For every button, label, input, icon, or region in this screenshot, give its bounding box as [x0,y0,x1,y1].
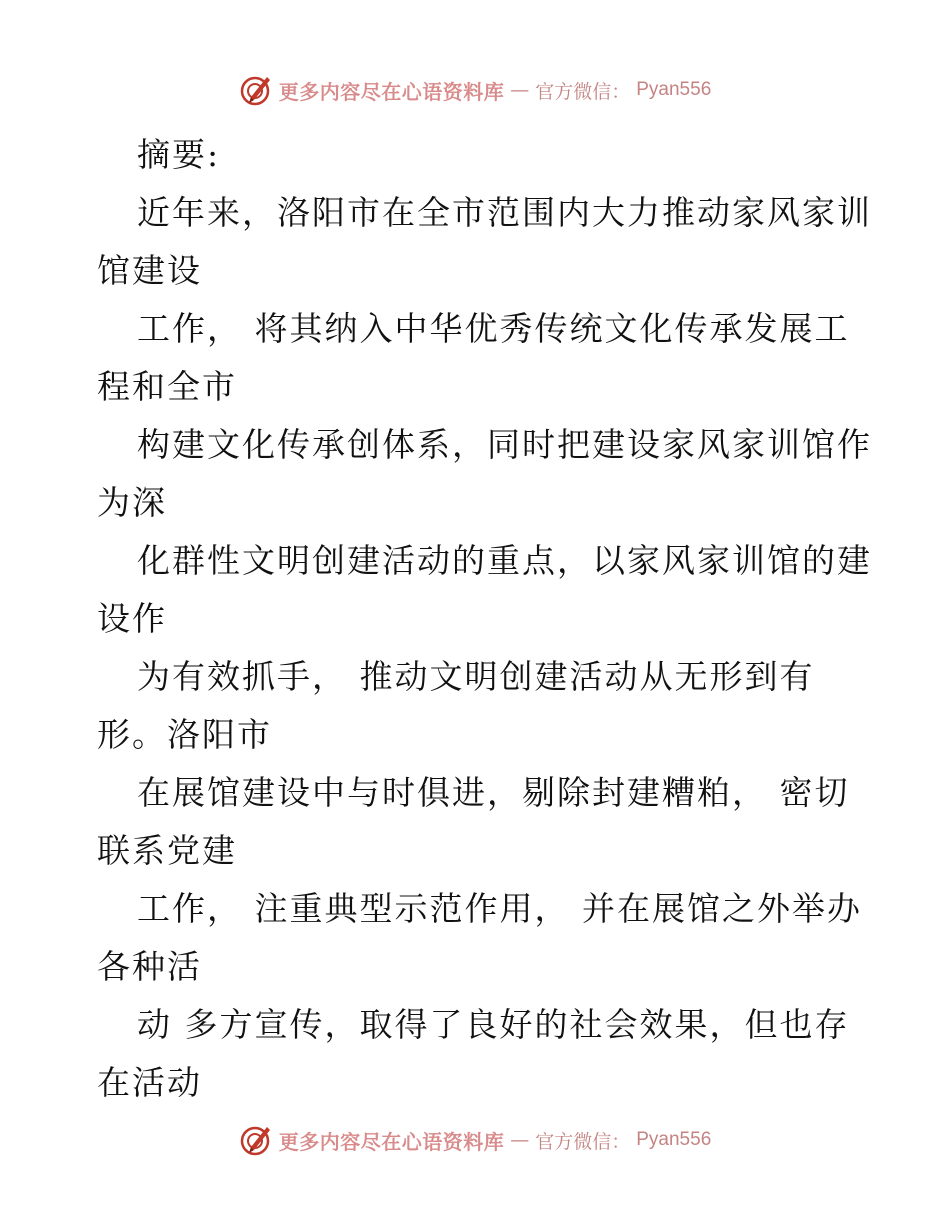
text-line: 近年来，洛阳市在全市范围内大力推动家风家训 [137,193,872,232]
watermark-separator: — [510,79,530,101]
text-line: 各种活 [97,947,202,986]
footer-watermark-banner [0,1120,950,1160]
header-watermark-banner [0,70,950,110]
watermark-wechat-label: 官方微信： [535,1130,631,1153]
text-line: 联系党建 [97,831,237,870]
watermark-separator: — [510,1129,530,1151]
text-line: 为深 [97,483,167,522]
text-line: 工作， 将其纳入中华优秀传统文化传承发展工 [137,309,850,348]
text-line: 工作， 注重典型示范作用， 并在展馆之外举办 [137,889,862,928]
text-line: 设作 [97,599,167,638]
pen-logo-icon [239,1123,273,1157]
text-line: 动 多方宣传，取得了良好的社会效果，但也存 [137,1005,850,1044]
text-line: 在展馆建设中与时俱进，剔除封建糟粕， 密切 [137,773,850,812]
text-line: 馆建设 [97,251,202,290]
text-line: 形。洛阳市 [97,715,272,754]
watermark-wechat-label: 官方微信： [535,80,631,103]
abstract-heading: 摘要: [137,135,221,174]
pen-logo-icon [239,73,273,107]
watermark-main-text: 更多内容尽在心语资料库 [278,1129,505,1154]
text-line: 在活动 [97,1063,202,1102]
document-body [97,126,872,1112]
text-line: 程和全市 [97,367,237,406]
text-line: 构建文化传承创体系，同时把建设家风家训馆作 [137,425,872,464]
watermark-wechat-id: Pyan556 [636,79,712,100]
watermark-main-text: 更多内容尽在心语资料库 [278,79,505,104]
text-line: 为有效抓手， 推动文明创建活动从无形到有 [137,657,815,696]
watermark-wechat-id: Pyan556 [636,1129,712,1150]
text-line: 化群性文明创建活动的重点，以家风家训馆的建 [137,541,872,580]
